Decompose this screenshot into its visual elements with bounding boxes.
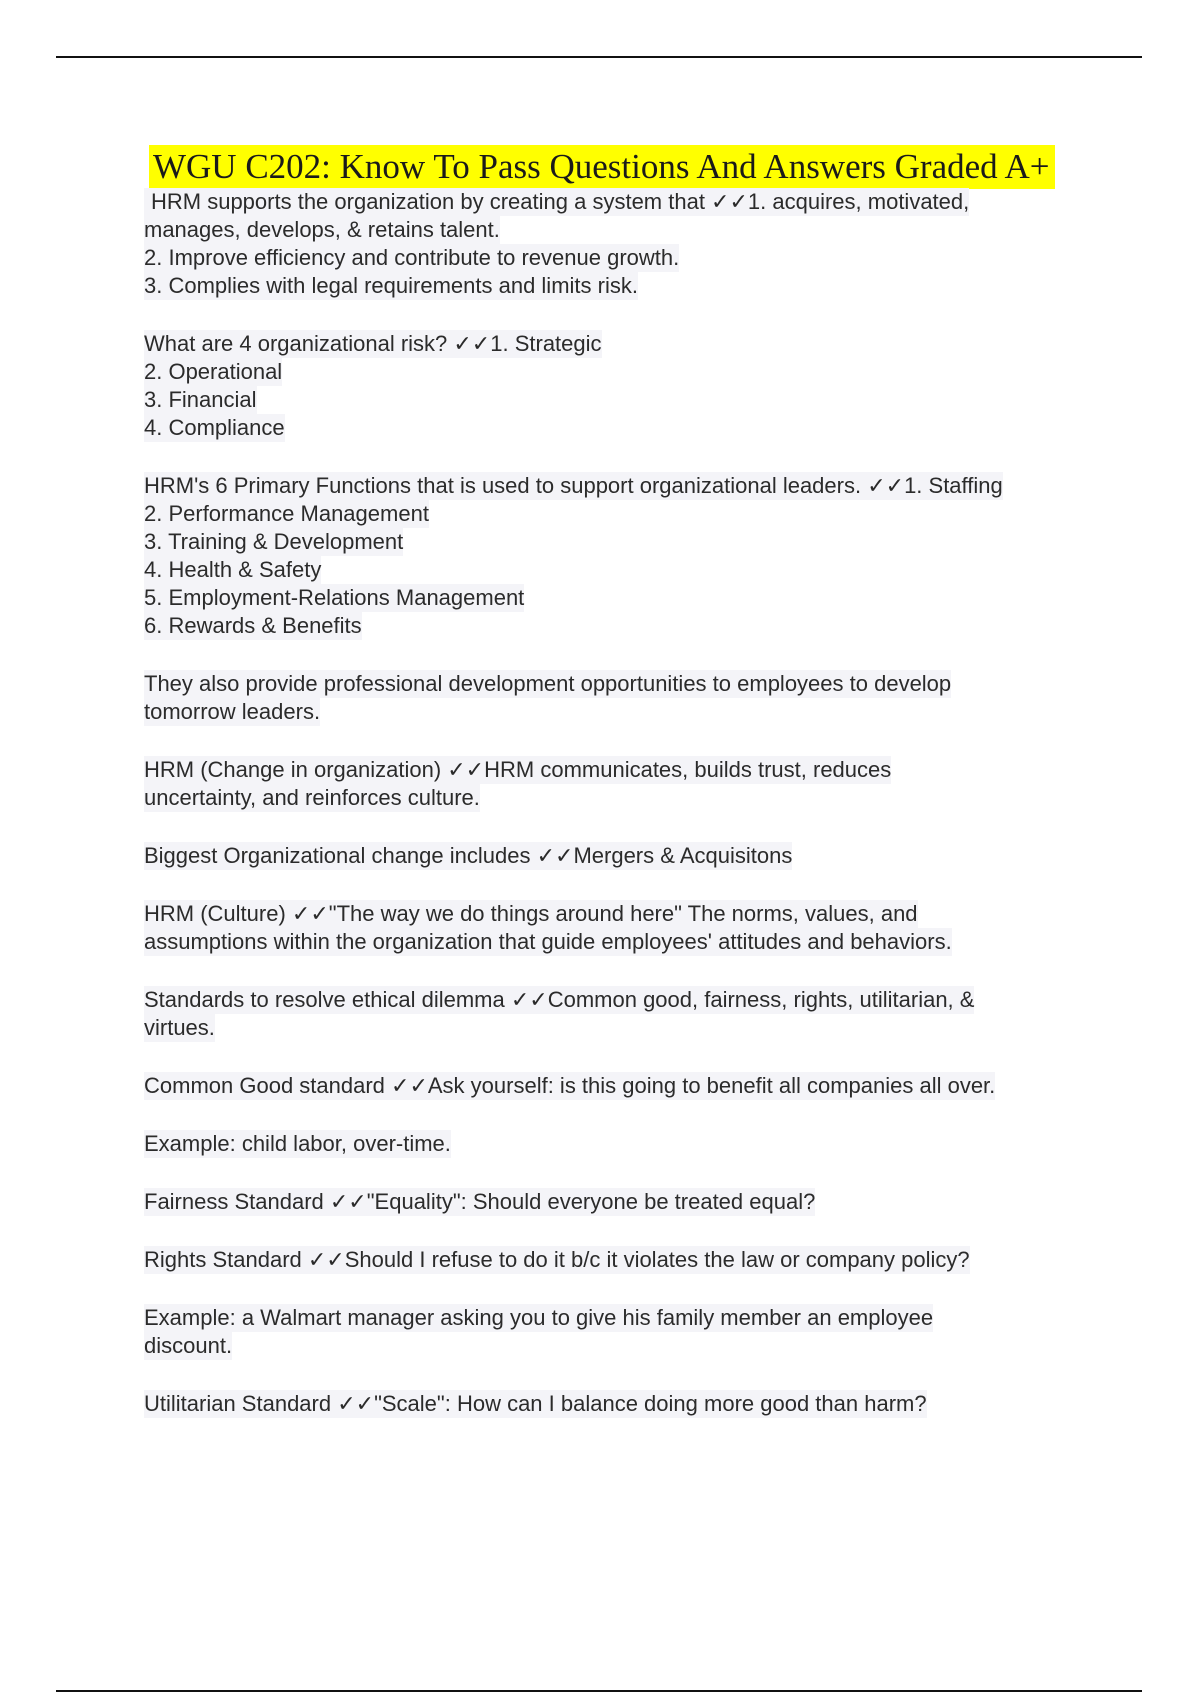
- text-line: 4. Compliance: [144, 415, 285, 440]
- text-line: 4. Health & Safety: [144, 557, 322, 582]
- qa-block: [144, 1246, 1144, 1274]
- text-line: manages, develops, & retains talent.: [144, 217, 500, 242]
- text-line: 2. Performance Management: [144, 501, 429, 526]
- text-line: uncertainty, and reinforces culture.: [144, 785, 480, 810]
- qa-block: [144, 472, 1144, 640]
- text-line: Standards to resolve ethical dilemma ✓✓Common good, fairness, rights, utilitarian, &: [144, 987, 975, 1012]
- text-line: HRM's 6 Primary Functions that is used to support organizational leaders. ✓✓1. Staffing: [144, 473, 1003, 498]
- qa-block: [144, 1072, 1144, 1100]
- block-gap: [144, 956, 1144, 986]
- block-gap: [144, 442, 1144, 472]
- text-line: Utilitarian Standard ✓✓"Scale": How can I balance doing more good than harm?: [144, 1391, 927, 1416]
- block-gap: [144, 1100, 1144, 1130]
- block-gap: [144, 1274, 1144, 1304]
- text-line: discount.: [144, 1333, 233, 1358]
- qa-block: [144, 1188, 1144, 1216]
- qa-block: [144, 188, 1144, 300]
- qa-block: [144, 670, 1144, 726]
- document-title: WGU C202: Know To Pass Questions And Answers Graded A+: [149, 145, 1055, 189]
- text-line: 6. Rewards & Benefits: [144, 613, 362, 638]
- text-line: HRM (Change in organization) ✓✓HRM communicates, builds trust, reduces: [144, 757, 892, 782]
- text-line: 2. Operational: [144, 359, 283, 384]
- top-rule: [56, 56, 1142, 58]
- block-gap: [144, 870, 1144, 900]
- text-line: 5. Employment-Relations Management: [144, 585, 525, 610]
- block-gap: [144, 1216, 1144, 1246]
- text-line: virtues.: [144, 1015, 215, 1040]
- qa-block: [144, 756, 1144, 812]
- bottom-rule: [56, 1690, 1142, 1692]
- qa-block: [144, 1390, 1144, 1418]
- document-body: [144, 188, 1144, 1418]
- qa-block: [144, 986, 1144, 1042]
- text-line: They also provide professional development opportunities to employees to develop: [144, 671, 952, 696]
- text-line: 3. Complies with legal requirements and limits risk.: [144, 273, 638, 298]
- block-gap: [144, 1042, 1144, 1072]
- text-line: 2. Improve efficiency and contribute to revenue growth.: [144, 245, 680, 270]
- text-line: tomorrow leaders.: [144, 699, 321, 724]
- text-line: 3. Training & Development: [144, 529, 404, 554]
- text-line: Rights Standard ✓✓Should I refuse to do it b/c it violates the law or company policy?: [144, 1247, 970, 1272]
- text-line: Biggest Organizational change includes ✓✓Mergers & Acquisitons: [144, 843, 793, 868]
- text-line: 3. Financial: [144, 387, 257, 412]
- text-line: HRM supports the organization by creating a system that ✓✓1. acquires, motivated,: [144, 188, 969, 216]
- text-line: HRM (Culture) ✓✓"The way we do things around here" The norms, values, and: [144, 901, 918, 926]
- block-gap: [144, 640, 1144, 670]
- qa-block: [144, 1130, 1144, 1158]
- block-gap: [144, 1158, 1144, 1188]
- text-line: Fairness Standard ✓✓"Equality": Should everyone be treated equal?: [144, 1189, 816, 1214]
- text-line: assumptions within the organization that guide employees' attitudes and behaviors.: [144, 929, 952, 954]
- qa-block: [144, 842, 1144, 870]
- block-gap: [144, 300, 1144, 330]
- qa-block: [144, 900, 1144, 956]
- block-gap: [144, 812, 1144, 842]
- block-gap: [144, 726, 1144, 756]
- text-line: Example: child labor, over-time.: [144, 1131, 451, 1156]
- text-line: What are 4 organizational risk? ✓✓1. Strategic: [144, 331, 602, 356]
- qa-block: [144, 330, 1144, 442]
- qa-block: [144, 1304, 1144, 1360]
- text-line: Example: a Walmart manager asking you to give his family member an employee: [144, 1305, 934, 1330]
- text-line: Common Good standard ✓✓Ask yourself: is this going to benefit all companies all over.: [144, 1073, 996, 1098]
- block-gap: [144, 1360, 1144, 1390]
